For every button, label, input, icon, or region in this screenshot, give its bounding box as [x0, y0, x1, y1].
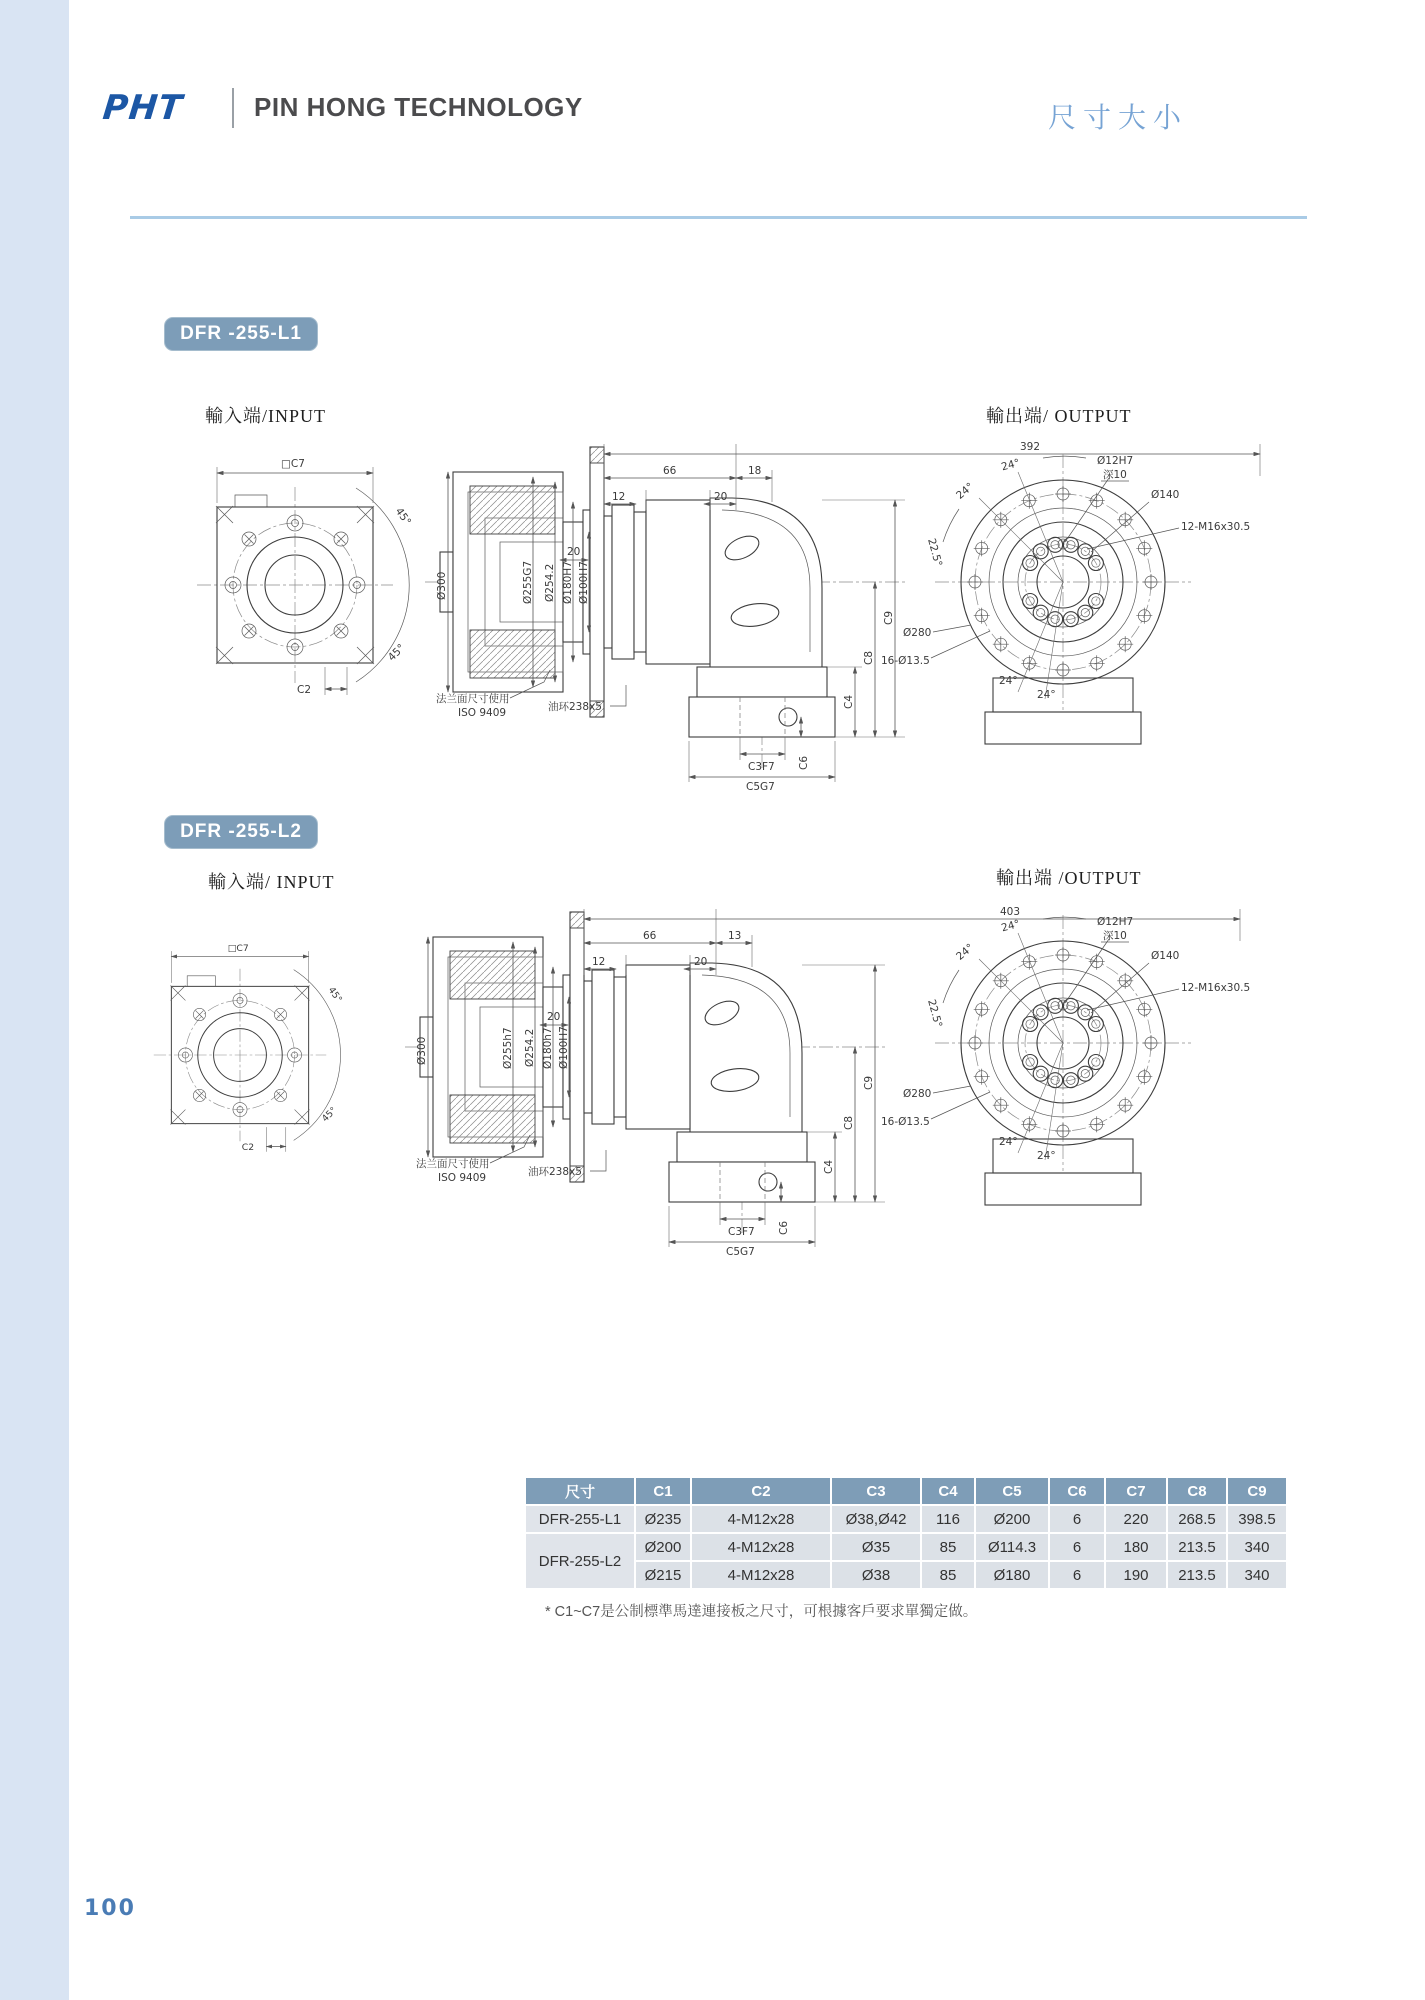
dia-280-label: Ø280: [903, 1088, 932, 1100]
flange-note-line1: 法兰面尺寸使用: [416, 1158, 490, 1170]
input-view-label-l1: 輸入端/INPUT: [205, 406, 326, 426]
dim-flange: 13: [728, 930, 742, 942]
bolt-pattern-label: 12-M16x30.5: [1181, 521, 1251, 533]
dim-c8: C8: [863, 650, 875, 665]
dim-c5: C5G7: [746, 781, 775, 793]
angle-24-b: 24°: [954, 480, 977, 502]
company-name: PIN HONG TECHNOLOGY: [254, 92, 583, 122]
dim-c2: C2: [297, 684, 312, 696]
logo-divider: [232, 88, 234, 128]
pin-depth-label: 深10: [1103, 930, 1127, 942]
dia-255: Ø255G7: [522, 560, 534, 604]
angle-24-d: 24°: [1037, 1150, 1056, 1162]
bolt-pattern-label: 12-M16x30.5: [1181, 982, 1251, 994]
dim-20: 20: [694, 956, 708, 968]
page-title: 尺寸大小: [1048, 102, 1189, 133]
technical-drawing-l2: [140, 895, 1310, 1265]
angle-24-c: 24°: [999, 675, 1018, 687]
cell-c9: 398.5: [1228, 1506, 1286, 1532]
dim-c6: C6: [798, 755, 810, 770]
oil-ring-note: 油环238x5: [528, 1166, 582, 1178]
dim-12: 12: [592, 956, 606, 968]
input-view-label-l2: 輸入端/ INPUT: [208, 872, 335, 892]
angle-24-c: 24°: [999, 1136, 1018, 1148]
angle-45-bottom: 45°: [319, 1105, 340, 1125]
dim-c7: □C7: [281, 458, 305, 470]
table-row: [526, 1562, 1286, 1588]
flange-note-line2: ISO 9409: [438, 1172, 487, 1184]
holes-16-label: 16-Ø13.5: [881, 655, 930, 667]
output-view-label-l2: 輸出端 /OUTPUT: [996, 868, 1142, 888]
angle-45-top: 45°: [392, 505, 414, 528]
col-header-c9: C9: [1228, 1478, 1286, 1504]
cell-c2: 4-M12x28: [692, 1506, 830, 1532]
dia-100: Ø100H7: [578, 561, 590, 604]
table-row: [526, 1506, 1286, 1532]
angle-225-label: 22.5°: [925, 537, 945, 568]
cell-c6: 6: [1050, 1506, 1104, 1532]
header-rule: [130, 216, 1307, 219]
dim-c3: C3F7: [728, 1226, 755, 1238]
dim-c3: C3F7: [748, 761, 775, 773]
pht-logo: PHT: [100, 88, 185, 128]
oil-ring-note: 油环238x5: [548, 701, 602, 713]
dia-180: Ø180H7: [562, 561, 574, 604]
dia-180: Ø180h7: [542, 1027, 554, 1069]
cell-c7: 180: [1106, 1534, 1166, 1560]
cell-c1: Ø215: [636, 1562, 690, 1588]
col-header-c7: C7: [1106, 1478, 1166, 1504]
dia-280-label: Ø280: [903, 627, 932, 639]
dim-total: 403: [1000, 906, 1021, 918]
flange-note-line2: ISO 9409: [458, 707, 507, 719]
l1-side-section-view: [425, 441, 1260, 793]
col-header-size: 尺寸: [526, 1478, 634, 1504]
cell-c2: 4-M12x28: [692, 1534, 830, 1560]
cell-c8: 213.5: [1168, 1562, 1226, 1588]
angle-24-a: 24°: [1000, 917, 1022, 935]
dim-c2: C2: [241, 1142, 255, 1154]
dim-flange: 18: [748, 465, 762, 477]
dia-140-label: Ø140: [1151, 489, 1180, 501]
dim-20: 20: [714, 491, 728, 503]
cell-c9: 340: [1228, 1534, 1286, 1560]
dim-key20: 20: [567, 546, 581, 558]
col-header-c4: C4: [922, 1478, 974, 1504]
cell-model: DFR-255-L2: [526, 1534, 634, 1588]
dim-c8: C8: [843, 1115, 855, 1130]
cell-c9: 340: [1228, 1562, 1286, 1588]
left-margin-band: [0, 0, 69, 2000]
col-header-c5: C5: [976, 1478, 1048, 1504]
angle-45-bottom: 45°: [385, 641, 408, 664]
cell-c6: 6: [1050, 1534, 1104, 1560]
page-number: 100: [84, 1896, 136, 1921]
col-header-c6: C6: [1050, 1478, 1104, 1504]
model-badge-l2: DFR -255-L2: [164, 815, 318, 849]
output-view-label-l1: 輸出端/ OUTPUT: [986, 406, 1132, 426]
cell-model: DFR-255-L1: [526, 1506, 634, 1532]
dia-2542: Ø254.2: [524, 1028, 536, 1067]
dia-140-label: Ø140: [1151, 950, 1180, 962]
angle-24-a: 24°: [1000, 456, 1022, 474]
dim-c4: C4: [823, 1159, 835, 1174]
col-header-c8: C8: [1168, 1478, 1226, 1504]
table-header-row: [526, 1478, 1286, 1504]
cell-c5: Ø180: [976, 1562, 1048, 1588]
dim-66: 66: [663, 465, 677, 477]
dia-300: Ø300: [436, 571, 448, 600]
pin-depth-label: 深10: [1103, 469, 1127, 481]
cell-c7: 190: [1106, 1562, 1166, 1588]
col-header-c1: C1: [636, 1478, 690, 1504]
pin-hole-label: Ø12H7: [1097, 916, 1134, 928]
table-footnote: * C1~C7是公制標準馬達連接板之尺寸，可根據客戶要求單獨定做。: [545, 1604, 978, 1620]
cell-c3: Ø35: [832, 1534, 920, 1560]
col-header-c3: C3: [832, 1478, 920, 1504]
angle-45-top: 45°: [325, 985, 345, 1005]
dim-c6: C6: [778, 1220, 790, 1235]
cell-c4: 85: [922, 1534, 974, 1560]
cell-c8: 268.5: [1168, 1506, 1226, 1532]
technical-drawing-l1: [140, 430, 1310, 800]
cell-c6: 6: [1050, 1562, 1104, 1588]
cell-c4: 116: [922, 1506, 974, 1532]
cell-c7: 220: [1106, 1506, 1166, 1532]
cell-c5: Ø114.3: [976, 1534, 1048, 1560]
cell-c1: Ø235: [636, 1506, 690, 1532]
dia-2542: Ø254.2: [544, 563, 556, 602]
angle-24-d: 24°: [1037, 689, 1056, 701]
dim-66: 66: [643, 930, 657, 942]
angle-225-label: 22.5°: [925, 998, 945, 1029]
cell-c2: 4-M12x28: [692, 1562, 830, 1588]
l2-output-front-view: [881, 915, 1250, 1205]
dim-c7: □C7: [227, 943, 249, 955]
cell-c1: Ø200: [636, 1534, 690, 1560]
pin-hole-label: Ø12H7: [1097, 455, 1134, 467]
dim-c9: C9: [863, 1075, 875, 1090]
dim-c9: C9: [883, 610, 895, 625]
table-row: [526, 1534, 1286, 1560]
flange-note-line1: 法兰面尺寸使用: [436, 693, 510, 705]
cell-c8: 213.5: [1168, 1534, 1226, 1560]
dimension-table: [524, 1476, 1288, 1590]
dim-12: 12: [612, 491, 626, 503]
l1-output-front-view: [881, 454, 1250, 744]
dia-300: Ø300: [416, 1036, 428, 1065]
dim-total: 392: [1020, 441, 1041, 453]
cell-c5: Ø200: [976, 1506, 1048, 1532]
cell-c4: 85: [922, 1562, 974, 1588]
model-badge-l1: DFR -255-L1: [164, 317, 318, 351]
cell-c3: Ø38,Ø42: [832, 1506, 920, 1532]
dim-key20: 20: [547, 1011, 561, 1023]
angle-24-b: 24°: [954, 941, 977, 963]
dia-100: Ø100H7: [558, 1026, 570, 1069]
holes-16-label: 16-Ø13.5: [881, 1116, 930, 1128]
col-header-c2: C2: [692, 1478, 830, 1504]
l1-input-front-view: [197, 458, 413, 696]
dim-c4: C4: [843, 694, 855, 709]
dia-255: Ø255h7: [502, 1027, 514, 1069]
cell-c3: Ø38: [832, 1562, 920, 1588]
dim-c5: C5G7: [726, 1246, 755, 1258]
l2-input-front-view: [154, 943, 344, 1153]
